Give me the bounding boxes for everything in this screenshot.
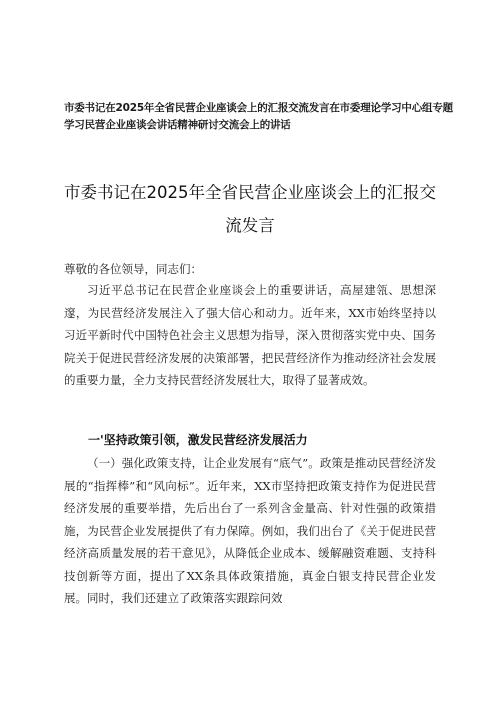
body-paragraph: （一）强化政策支持，让企业发展有“底气”。政策是推动民营经济发展的“指挥棒”和“风向标”。近年来，XX市坚持把政策支持作为促进民营经济发展的重要举措，先后出台了一系列含金量高、针对性强的政策措施，为民营企业发展提供了有力保障。例如，我们出台了《关于促进民营经济高质量发展的若干意见》，从降低企业成本、缓解融资难题、支持科技创新等方面，提出了XX条具体政策措施，真金白银支持民营企业发展。同时，我们还建立了政策落实跟踪问效 — [64, 456, 436, 605]
section-heading: 一'坚持政策引领，激发民营经济发展活力 — [88, 433, 308, 447]
body-paragraph: 习近平总书记在民营企业座谈会上的重要讲话，高屋建瓴、思想深邃，为民营经济发展注入了强大信心和动力。近年来，XX市始终坚持以习近平新时代中国特色社会主义思想为指导，深入贯彻落实党中央、国务院关于促进民营经济发展的决策部署，把民营经济作为推动经济社会发展的重要力量，全力支持民营经济发展壮大，取得了显著成效。 — [64, 283, 436, 387]
salutation: 尊敬的各位领导，同志们： — [64, 262, 202, 276]
document-title: 市委书记在2025年全省民营企业座谈会上的汇报交流发言 — [64, 183, 436, 235]
document-top-heading: 市委书记在2025年全省民营企业座谈会上的汇报交流发言在市委理论学习中心组专题学习民营企业座谈会讲话精神研讨交流会上的讲话 — [64, 102, 453, 131]
